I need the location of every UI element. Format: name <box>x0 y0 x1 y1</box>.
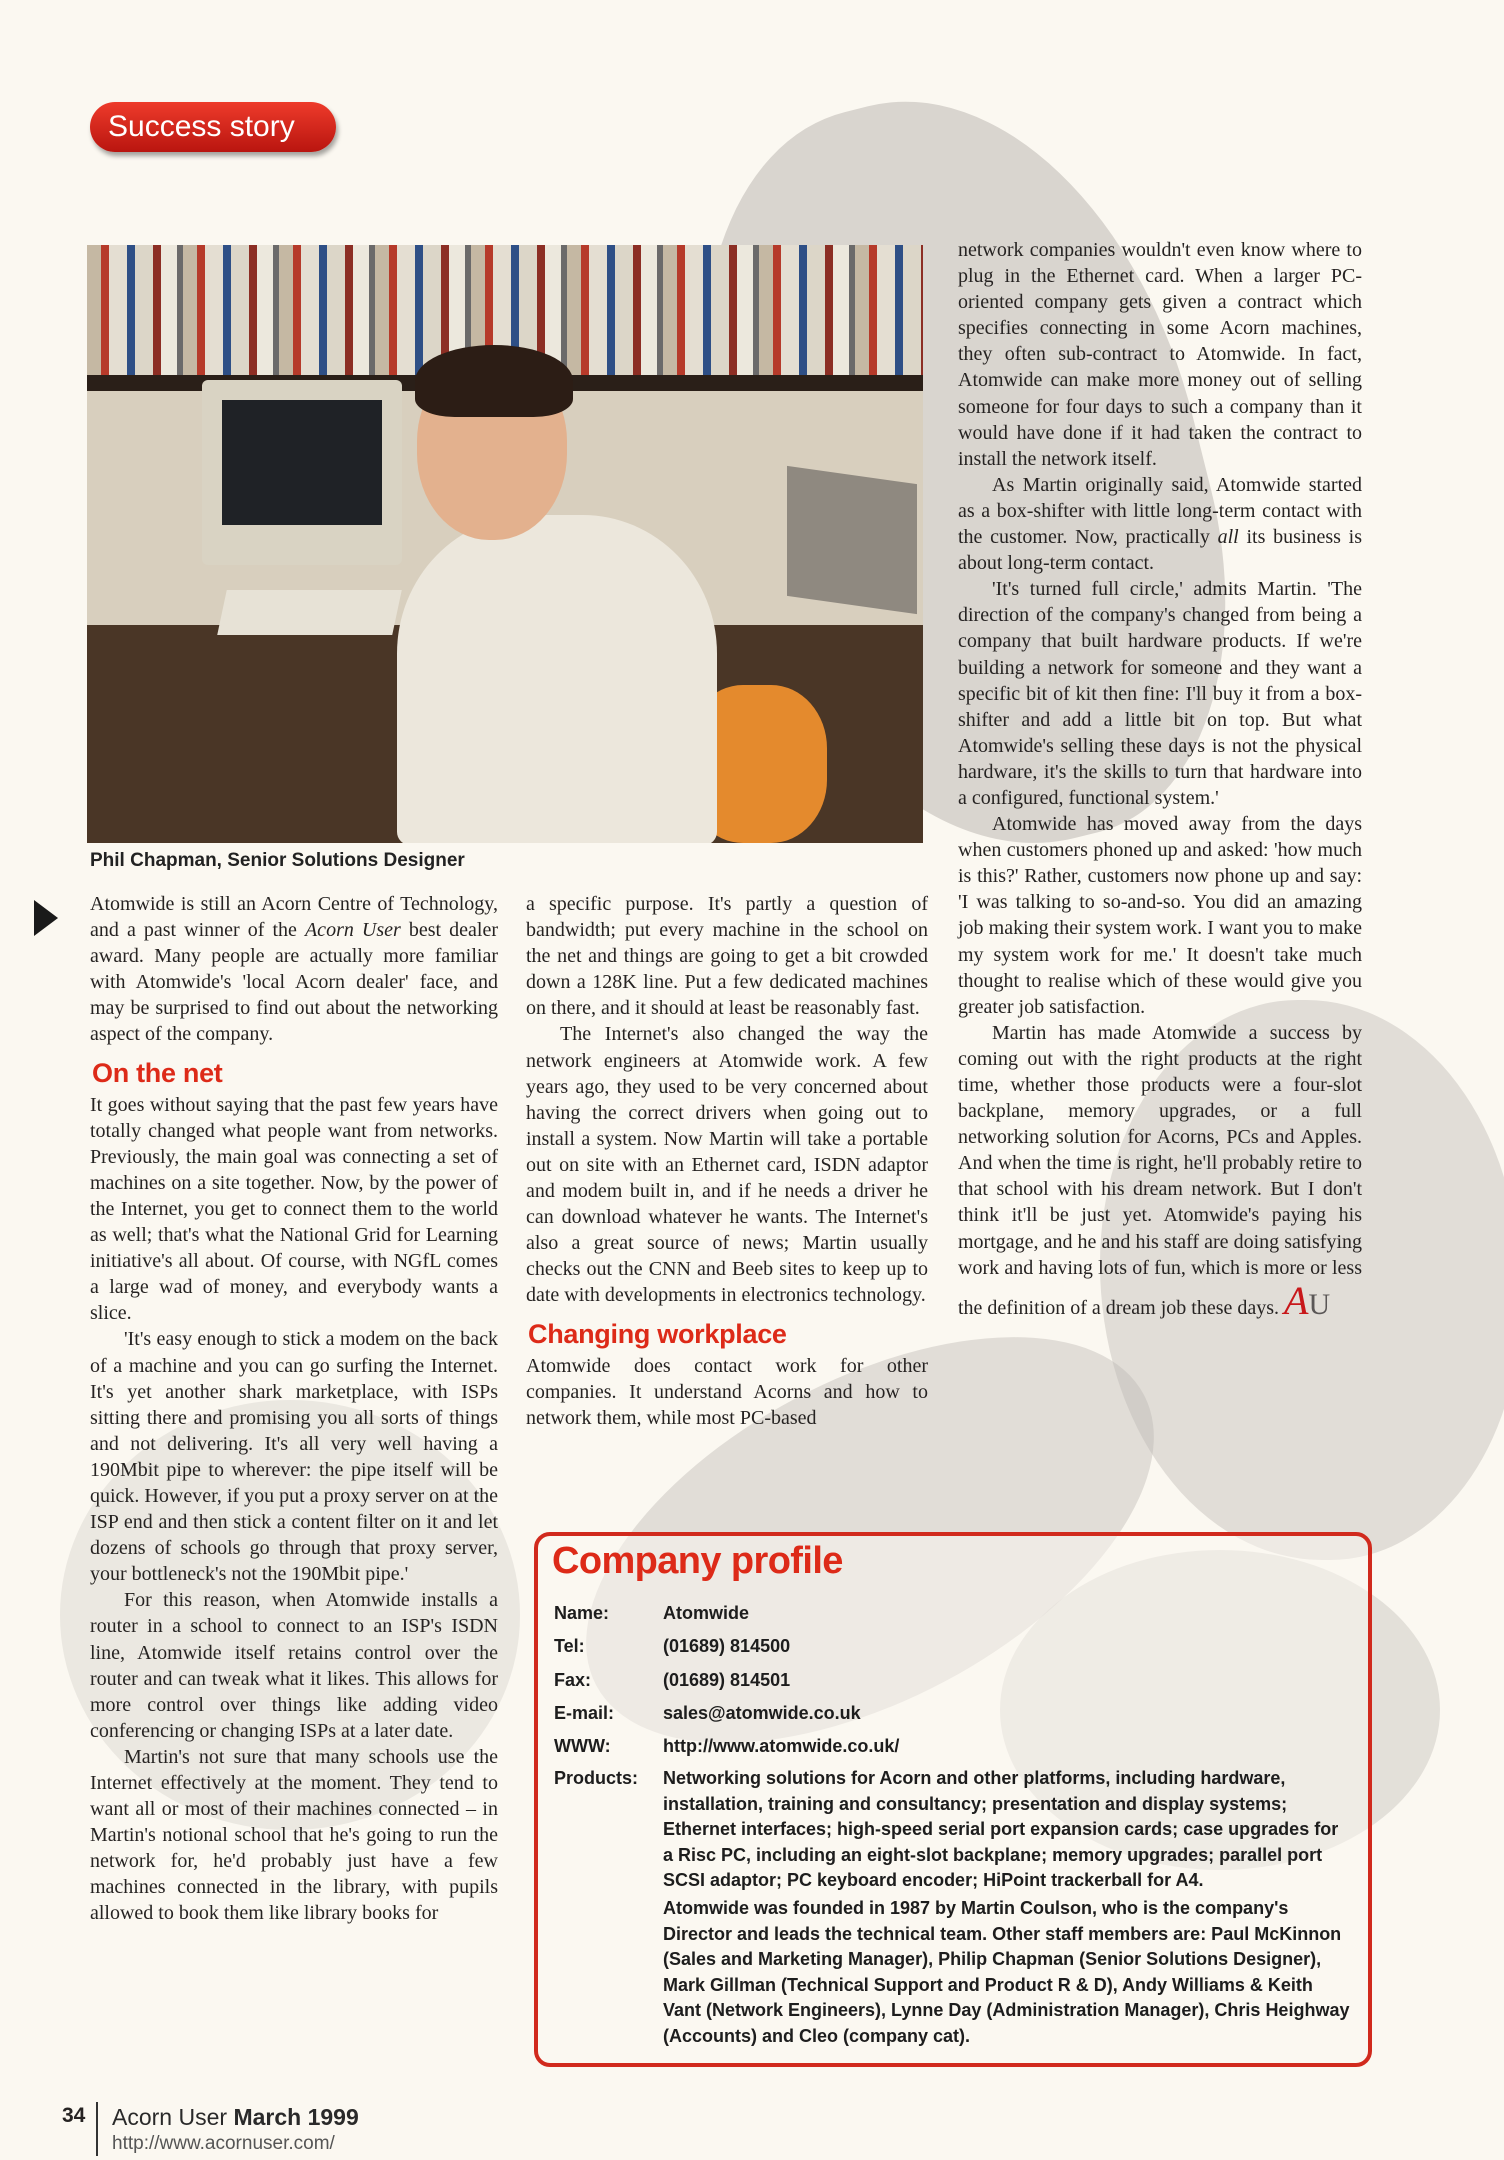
publication-title: Acorn User <box>304 919 401 942</box>
magazine-title <box>112 2104 359 2131</box>
article-paragraph: 'It's easy enough to stick a modem on the back of a machine and you can go surfing the Internet. It's yet another shark marketplace, with ISPs sitting there and promising you all sorts of things and not delivering. It's all very well having a 190Mbit pipe to wherever: the pipe itself will be quick. However, if you put a proxy server on at the ISP end and then stick a content filter on it and let dozens of schools go through that proxy server, your bottleneck's not the 190Mbit pipe.' <box>90 1328 498 1586</box>
article-column-right <box>958 237 1362 1321</box>
photo-caption: Phil Chapman, Senior Solutions Designer <box>90 850 465 871</box>
profile-label: Fax: <box>554 1670 592 1690</box>
profile-value-tel: (01689) 814500 <box>663 1636 791 1656</box>
photo-papers <box>787 466 917 614</box>
text-run: Martin has made Atomwide a success by coming out with the right products at the right time, whether those products were a four-slot backplane, memory upgrades, or a full networking solution for Acorns, PCs and Apples. And when the time is right, he'll probably retire to that school with his dream network. But I don't think it'll be just yet. Atomwide's paying his mortgage, and he and his staff are doing satisfying work and having lots of fun, which is more or less the definition of a dream job these days. <box>958 1021 1362 1319</box>
magazine-name: Acorn User <box>112 2104 228 2130</box>
article-column-middle <box>526 891 928 1431</box>
photo-person-hair <box>415 345 573 417</box>
text-run: best dealer award. Many people are actually more familiar with Atomwide's 'local Acorn dealer' face, and may be surprised to find out about the networking aspect of the company. <box>90 919 498 1046</box>
section-badge: Success story <box>90 102 336 152</box>
photo-keyboard <box>217 590 402 635</box>
profile-value-email[interactable]: sales@atomwide.co.uk <box>663 1703 861 1723</box>
subheading-on-the-net: On the net <box>92 1057 223 1088</box>
profile-label: Tel: <box>554 1636 585 1656</box>
article-paragraph <box>958 1020 1362 1321</box>
profile-value-www[interactable]: http://www.atomwide.co.uk/ <box>663 1736 900 1756</box>
article-paragraph: 'It's turned full circle,' admits Martin. 'The direction of the company's changed from being a company that built hardware products. If we're building a network for someone and they want a specific bit of kit then fine: I'll buy it from a box-shifter and add a little bit on top. But what Atomwide's selling these days is not the physical hardware, it's the skills to turn that hardware into a configured, functional system.' <box>958 578 1362 809</box>
profile-company-history: Atomwide was founded in 1987 by Martin Coulson, who is the company's Director and leads the technical team. Other staff members are: Paul McKinnon (Sales and Marketing Manager), Philip Chapman (Senior Solutions Designer), Mark Gillman (Technical Support and Product R & D), Andy Williams & Keith Vant (Network Engineers), Lynne Day (Administration Manager), Chris Heighway (Accounts) and Cleo (company cat). <box>663 1898 1350 2046</box>
article-column-left <box>90 891 498 1927</box>
article-paragraph: The Internet's also changed the way the network engineers at Atomwide work. A few years ago, they used to be very concerned about having the correct drivers when going out to install a system. Now Martin will take a portable out on site with an Ethernet card, ISDN adaptor and modem built in, and if he needs a driver he can download whatever he wants. The Internet's also a great source of news; Martin usually checks out the CNN and Beeb sites to keep up to date with developments in electronics technology. <box>526 1023 928 1307</box>
article-paragraph: network companies wouldn't even know where to plug in the Ethernet card. When a larger PC-oriented company gets given a contract which specifies connecting in some Acorn machines, they often sub-contract to Atomwide. In fact, Atomwide can make more money out of selling someone for four days to such a company than it would have done if it had taken the contract to install the network itself. <box>958 239 1362 470</box>
text-run: As Martin originally said, Atomwide started as a box-shifter with little long-term contact with the customer. Now, practically <box>958 473 1362 549</box>
issue-date: March 1999 <box>233 2104 359 2130</box>
photo-person-sweater <box>397 515 717 843</box>
article-paragraph: It goes without saying that the past few years have totally changed what people want from networks. Previously, the main goal was connecting a set of machines on a site together. Now, by the power of the Internet, you get to connect them to the world as well; that's what the National Grid for Learning initiative's all about. Of course, with NGfL comes a large wad of money, and everybody wants a slice. <box>90 1093 498 1325</box>
page-number: 34 <box>62 2104 86 2127</box>
photo-phil-chapman <box>87 245 923 843</box>
text-run: its business is about long-term contact. <box>958 526 1362 575</box>
company-profile-title: Company profile <box>552 1540 843 1582</box>
company-profile-box <box>534 1532 1372 2067</box>
photo-screen <box>222 400 382 525</box>
profile-label: WWW: <box>554 1736 611 1756</box>
profile-label: E-mail: <box>554 1703 615 1723</box>
footer-divider <box>96 2102 98 2156</box>
profile-value-fax: (01689) 814501 <box>663 1670 791 1690</box>
magazine-url[interactable]: http://www.acornuser.com/ <box>112 2133 335 2154</box>
end-mark-a: A <box>1284 1277 1309 1323</box>
continue-arrow-icon <box>34 900 58 936</box>
emphasis: all <box>1217 526 1239 549</box>
profile-value-name: Atomwide <box>663 1603 750 1623</box>
profile-label: Name: <box>554 1603 610 1623</box>
article-paragraph: Martin's not sure that many schools use the Internet effectively at the moment. They tend to want all or most of their machines connected – in Martin's notional school that he's going to run the network for, he'd probably just have a few machines connected in the library, with pupils allowed to book them like library books for <box>90 1745 498 1925</box>
article-paragraph <box>90 891 498 1048</box>
profile-value-products: Networking solutions for Acorn and other platforms, including hardware, installation, training and consultancy; presentation and display systems; Ethernet interfaces; high-speed serial port expansion cards; case upgrades for a Risc PC, including an eight-slot backplane; memory upgrades; parallel port SCSI adaptor; PC keyboard encoder; HiPoint trackerball for A4. <box>663 1768 1339 1890</box>
article-paragraph <box>958 472 1362 576</box>
profile-label: Products: <box>554 1768 639 1788</box>
photo-monitor <box>202 380 402 565</box>
article-paragraph: Atomwide does contact work for other companies. It understand Acorns and how to network them, while most PC-based <box>526 1354 928 1429</box>
subheading-changing-workplace: Changing workplace <box>528 1318 787 1349</box>
end-mark-au-logo <box>1284 1278 1330 1323</box>
article-paragraph: Atomwide has moved away from the days when customers phoned up and asked: 'how much is this?' Rather, customers now phone up and say: 'I was talking to so-and-so. You did an amazing job making their system work. I want you to make my system work for me.' It doesn't take much thought to realise which of these would give you greater job satisfaction. <box>958 813 1362 1018</box>
article-paragraph: For this reason, when Atomwide installs a router in a school to connect to an ISP's ISDN line, Atomwide itself retains control over the router and can tweak what it likes. This allows for more control over things like adding video conferencing or changing ISPs at a later date. <box>90 1589 498 1742</box>
article-paragraph: a specific purpose. It's partly a question of bandwidth; put every machine in the school on the net and things are going to get a bit crowded down a 128K line. Put a few dedicated machines on there, and it should at least be reasonably fast. <box>526 893 928 1020</box>
text-run: Atomwide is still an Acorn Centre of Technology, and a past winner of the <box>90 893 498 942</box>
end-mark-u: U <box>1308 1287 1331 1321</box>
